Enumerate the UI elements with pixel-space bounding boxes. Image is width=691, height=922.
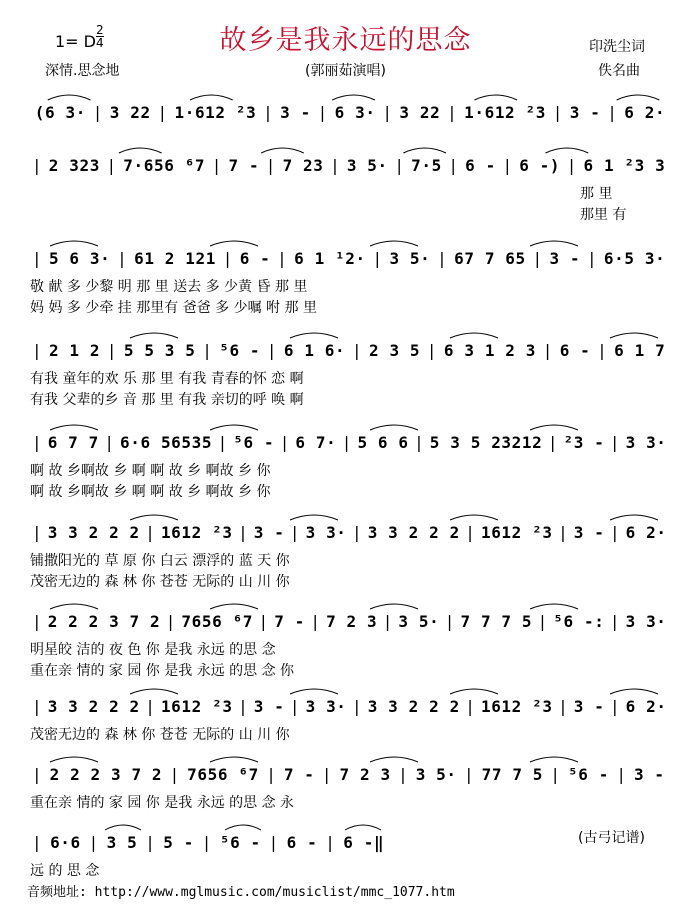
slur-marks — [30, 141, 670, 155]
measure: 3 3 2 2 2 — [367, 697, 460, 716]
bar-line: | — [32, 523, 43, 542]
bar-line: | — [106, 341, 118, 360]
bar-line: | — [289, 697, 301, 716]
slur-arc — [530, 757, 578, 762]
bar-line: | — [263, 103, 274, 122]
measure: 3 - — [253, 697, 285, 716]
bar-line: | — [145, 697, 156, 716]
measure: 6·6 56535 — [120, 433, 213, 452]
bar-line: | — [394, 156, 405, 175]
lyric-line: 茂密无边的 森 林 你 苍苍 无际的 山 川 你 — [30, 727, 290, 743]
bar-line: | — [586, 249, 598, 268]
bar-line: | — [609, 523, 621, 542]
measure: 7 - — [283, 765, 315, 784]
bar-line: | — [279, 433, 290, 452]
slur-arc — [130, 333, 178, 338]
bar-line: | — [382, 612, 393, 631]
slur-marks — [30, 682, 670, 696]
measure: 1·612 ²3 — [464, 103, 546, 122]
bar-line: | — [448, 156, 459, 175]
measure: 3 - — [253, 523, 285, 542]
measure: 5 6 3· — [48, 249, 111, 268]
bar-line: | — [547, 433, 559, 452]
time-signature-bottom: 4 — [96, 36, 104, 50]
measure: 7·656 ⁶7 — [123, 156, 206, 175]
bar-line: | — [447, 103, 458, 122]
bar-line: | — [382, 103, 393, 122]
slur-arc — [225, 825, 261, 830]
measure: 7 - — [228, 156, 260, 175]
bar-line: | — [106, 156, 117, 175]
measure: 1612 ²3 — [480, 523, 553, 542]
bar-line: | — [32, 156, 43, 175]
measure: 1612 ²3 — [160, 523, 233, 542]
lyric-line: 啊 故 乡啊故 乡 啊 啊 故 乡 啊故 乡 你 — [30, 484, 271, 500]
measure: ⁵6 - — [219, 341, 261, 360]
measure: 6 - — [465, 156, 496, 175]
bar-line: | — [217, 433, 228, 452]
lyric-line: 敬 献 多 少黎 明 那 里 送去 多 少黄 昏 那 里 — [30, 279, 308, 295]
slur-arc — [48, 95, 91, 100]
slur-arc — [370, 241, 418, 246]
slur-arc — [190, 95, 233, 100]
time-signature — [96, 24, 104, 49]
measure: 6 -‖ — [343, 833, 385, 852]
slur-marks — [30, 88, 670, 102]
measure: ⁵6 - — [233, 433, 275, 452]
lyric-line: 重在亲 情的 家 园 你 是我 永远 的思 念 你 — [30, 663, 295, 679]
bar-line: | — [532, 249, 543, 268]
bar-line: | — [437, 249, 448, 268]
slur-arc — [450, 333, 498, 338]
measure: ⁵6 - — [568, 765, 609, 784]
slur-arc — [210, 757, 258, 762]
bar-line: | — [465, 523, 476, 542]
bar-line: | — [310, 612, 321, 631]
measure: 5 - — [163, 833, 194, 852]
slur-arc — [210, 425, 258, 430]
bar-line: | — [169, 765, 180, 784]
slur-arc — [370, 425, 418, 430]
bar-line: | — [157, 103, 168, 122]
measure: 3 22 — [399, 103, 441, 122]
key-signature: 1= D — [55, 32, 96, 51]
bar-line: | — [165, 612, 176, 631]
slur-arc — [370, 604, 418, 609]
measure: 61 2 121 — [134, 249, 216, 268]
expression-mark: 深情.思念地 — [45, 63, 120, 79]
bar-line: | — [552, 103, 564, 122]
slur-arc — [610, 689, 658, 694]
measure: 7656 ⁶7 — [181, 612, 254, 631]
bar-line: | — [414, 433, 425, 452]
measure: 7 23 — [282, 156, 324, 175]
measure: 6 1 7 — [614, 341, 666, 360]
lyric-line: 有我 童年的欢 乐 那 里 有我 青春的怀 恋 啊 — [30, 371, 304, 387]
measure: 3 5· — [346, 156, 388, 175]
slur-marks — [30, 326, 670, 340]
song-title: 故乡是我永远的思念 — [219, 25, 472, 56]
bar-line: | — [32, 433, 43, 452]
slur-arc — [210, 604, 258, 609]
bar-line: | — [341, 433, 353, 452]
bar-line: | — [398, 765, 409, 784]
measure: 2 323 — [48, 156, 100, 175]
slur-marks — [30, 234, 670, 248]
bar-line: | — [607, 103, 618, 122]
bar-line: | — [268, 833, 279, 852]
measure: 6 -) — [519, 156, 561, 175]
bar-line: | — [550, 765, 561, 784]
bar-line: | — [597, 341, 608, 360]
lyric-line: 妈 妈 多 少牵 挂 那里有 爸爸 多 少嘱 咐 那 里 — [30, 300, 317, 316]
measure: 6 3· — [334, 103, 376, 122]
bar-line: | — [426, 341, 438, 360]
measure: 3 - — [280, 103, 311, 122]
slur-marks — [30, 418, 670, 432]
bar-line: | — [258, 612, 269, 631]
measure: 6 7· — [295, 433, 337, 452]
bar-line: | — [465, 697, 476, 716]
lyric-line: 有我 父辈的乡 音 那 里 有我 亲切的呼 唤 啊 — [30, 392, 304, 408]
measure: 6 2· — [625, 697, 667, 716]
slur-arc — [530, 241, 578, 246]
bar-line: | — [537, 612, 548, 631]
measure: 3 3 2 2 2 — [47, 697, 140, 716]
measure: 5 5 3 5 — [123, 341, 196, 360]
bar-line: | — [145, 523, 156, 542]
bar-line: | — [88, 833, 99, 852]
lyric-line: 重在亲 情的 家 园 你 是我 永远 的思 念 永 — [30, 795, 295, 811]
bar-line: | — [92, 103, 103, 122]
measure: 2 2 2 3 7 2 — [47, 612, 161, 631]
measure: 6 2· — [625, 523, 667, 542]
slur-marks — [30, 750, 670, 764]
measure: 3 5· — [415, 765, 457, 784]
bar-line: | — [32, 833, 43, 852]
slur-arc — [332, 95, 375, 100]
measure: 6 2· — [624, 103, 666, 122]
measure: 6 - — [286, 833, 318, 852]
slur-arc — [617, 95, 660, 100]
bar-line: | — [616, 765, 627, 784]
bar-line: | — [464, 765, 475, 784]
slur-marks — [30, 597, 670, 611]
measure: 1612 ²3 — [480, 697, 553, 716]
bar-line: | — [222, 249, 233, 268]
measure: 7·5 — [411, 156, 442, 175]
singer-credit: (郭丽茹演唱) — [305, 63, 386, 79]
measure: 3 3· — [305, 523, 347, 542]
bar-line: | — [372, 249, 383, 268]
bar-line: | — [117, 249, 128, 268]
time-signature-top: 2 — [96, 23, 104, 37]
slur-arc — [290, 689, 338, 694]
measure: 6·6 — [50, 833, 81, 852]
bar-line: | — [444, 612, 456, 631]
bar-line: | — [352, 697, 363, 716]
bar-line: | — [32, 765, 43, 784]
bar-line: | — [266, 341, 278, 360]
measure: 3 - — [569, 103, 601, 122]
slur-arc — [50, 757, 98, 762]
measure: 3 5 — [106, 833, 138, 852]
measure: 6 1 ¹2· — [294, 249, 366, 268]
lyricist-credit: 印洗尘词 — [589, 39, 645, 55]
bar-line: | — [238, 697, 249, 716]
lyric-line: 啊 故 乡啊故 乡 啊 啊 故 乡 啊故 乡 你 — [30, 463, 271, 479]
bar-line: | — [32, 341, 43, 360]
lyric-line: 铺撒阳光的 草 原 你 白云 漂浮的 蓝 天 你 — [30, 553, 290, 569]
slur-arc — [530, 604, 578, 609]
measure: 3 - — [573, 697, 605, 716]
bar-line: | — [265, 156, 277, 175]
slur-arc — [290, 515, 338, 520]
lyric-line: 那 里 — [580, 186, 613, 202]
measure: 7 2 3 — [339, 765, 391, 784]
bar-line: | — [104, 433, 115, 452]
measure: 7 - — [274, 612, 305, 631]
lyric-line: 明星皎 洁的 夜 色 你 是我 永远 的思 念 — [30, 642, 276, 658]
slur-arc — [546, 148, 589, 153]
bar-line: | — [32, 249, 43, 268]
composer-credit: 佚名曲 — [598, 63, 640, 79]
measure: 3 3· — [625, 612, 667, 631]
bar-line: | — [330, 156, 341, 175]
measure: 7 7 7 5 — [460, 612, 533, 631]
measure: 3 3 2 2 2 — [47, 523, 140, 542]
bar-line: | — [609, 612, 621, 631]
lyric-line: 那里 有 — [580, 207, 627, 223]
measure: 3 3· — [305, 697, 347, 716]
slur-arc — [610, 515, 658, 520]
measure: 6 7 7 — [47, 433, 99, 452]
measure: 5 3 5 23212 — [429, 433, 543, 452]
measure: 6 1 ²3 3 — [583, 156, 666, 175]
slur-arc — [403, 148, 446, 153]
measure: 67 7 65 — [454, 249, 526, 268]
measure: 5 6 6 — [357, 433, 409, 452]
measure: ²3 - — [563, 433, 605, 452]
measure: 7656 ⁶7 — [187, 765, 259, 784]
bar-line: | — [32, 697, 43, 716]
bar-line: | — [542, 341, 553, 360]
slur-arc — [261, 148, 304, 153]
slur-arc — [119, 148, 162, 153]
slur-arc — [50, 241, 98, 246]
bar-line: | — [321, 765, 333, 784]
measure: 2 2 2 3 7 2 — [49, 765, 163, 784]
measure: 3 - — [573, 523, 605, 542]
slur-arc — [530, 425, 578, 430]
slur-arc — [130, 515, 178, 520]
bar-line: | — [201, 833, 213, 852]
bar-line: | — [211, 156, 222, 175]
bar-line: | — [609, 433, 621, 452]
bar-line: | — [277, 249, 288, 268]
bar-line: | — [266, 765, 277, 784]
bar-line: | — [502, 156, 513, 175]
measure: 3 3 2 2 2 — [367, 523, 460, 542]
slur-arc — [290, 333, 338, 338]
bar-line: | — [317, 103, 328, 122]
measure: 3 22 — [109, 103, 151, 122]
measure: 6 - — [559, 341, 591, 360]
bar-line: | — [352, 341, 363, 360]
measure: 1612 ²3 — [160, 697, 233, 716]
slur-arc — [370, 757, 418, 762]
bar-line: | — [558, 523, 569, 542]
slur-marks — [30, 508, 670, 522]
measure: 6·5 3· — [603, 249, 666, 268]
measure: 6 1 6· — [283, 341, 346, 360]
slur-arc — [450, 515, 498, 520]
slur-arc — [50, 425, 98, 430]
measure: 6 - — [239, 249, 271, 268]
measure: ⁵6 -: — [553, 612, 605, 631]
measure: 77 7 5 — [481, 765, 544, 784]
slur-arc — [105, 825, 141, 830]
slur-arc — [474, 95, 517, 100]
lyric-line: 远 的 思 念 — [30, 863, 100, 879]
slur-arc — [210, 241, 258, 246]
transcriber-credit: (古弓记谱) — [578, 830, 645, 846]
measure: 7 2 3 — [326, 612, 378, 631]
slur-arc — [130, 689, 178, 694]
measure: 3 5· — [389, 249, 431, 268]
bar-line: | — [32, 612, 43, 631]
bar-line: | — [609, 697, 621, 716]
slur-arc — [50, 604, 98, 609]
bar-line: | — [145, 833, 156, 852]
bar-line: | — [352, 523, 363, 542]
measure: 1·612 ²3 — [174, 103, 257, 122]
bar-line: | — [558, 697, 569, 716]
slur-arc — [450, 689, 498, 694]
measure: (6 3· — [34, 103, 86, 122]
measure: 3 5· — [398, 612, 440, 631]
bar-line: | — [202, 341, 213, 360]
measure: ⁵6 - — [219, 833, 261, 852]
slur-arc — [345, 825, 381, 830]
bar-line: | — [238, 523, 249, 542]
measure: 6 3 1 2 3 — [443, 341, 536, 360]
bar-line: | — [289, 523, 301, 542]
measure: 2 1 2 — [48, 341, 101, 360]
measure: 2 3 5 — [369, 341, 421, 360]
lyric-line: 茂密无边的 森 林 你 苍苍 无际的 山 川 你 — [30, 574, 290, 590]
measure: 3 - — [549, 249, 581, 268]
measure: 3 3· — [625, 433, 667, 452]
bar-line: | — [566, 156, 577, 175]
bar-line: | — [325, 833, 336, 852]
audio-url: 音频地址: http://www.mglmusic.com/musiclist/mmc_1077.htm — [27, 885, 455, 900]
slur-arc — [610, 333, 658, 338]
slur-marks — [30, 818, 670, 832]
measure: 3 - — [633, 765, 665, 784]
